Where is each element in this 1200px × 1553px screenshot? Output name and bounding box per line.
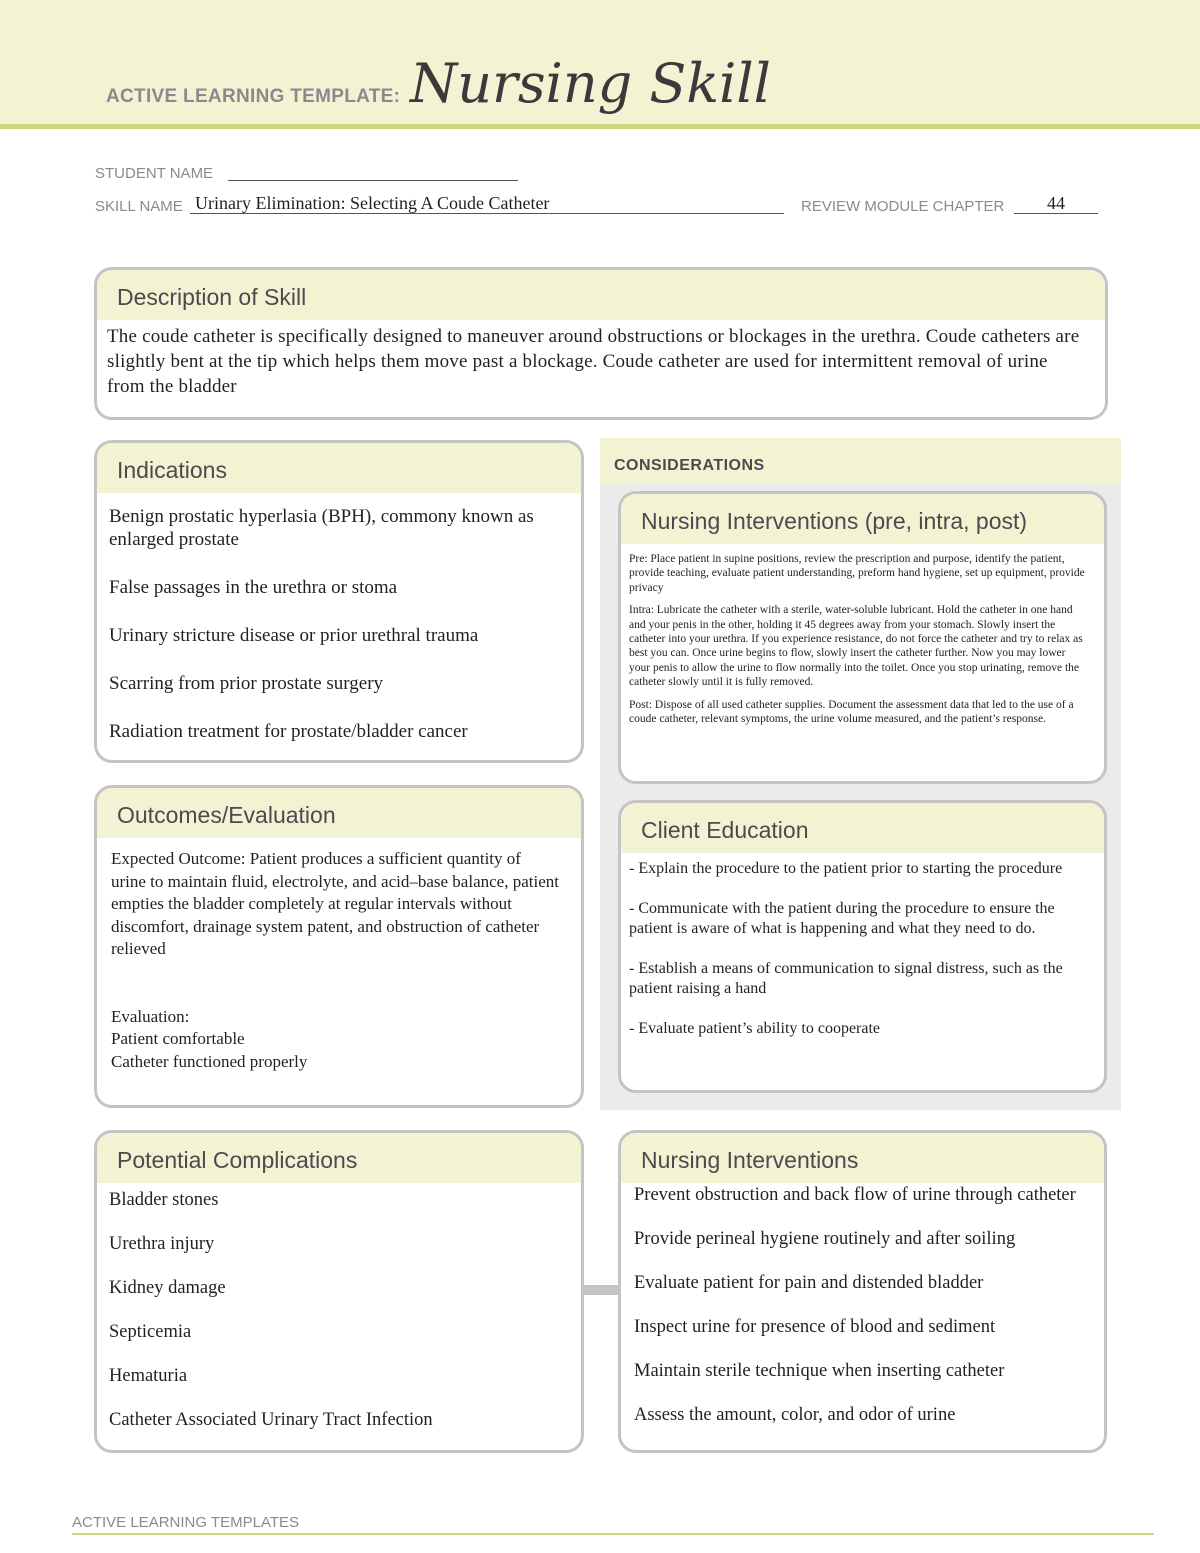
list-item: Evaluate patient for pain and distended bladder	[634, 1273, 984, 1293]
outcomes-box	[94, 785, 584, 1108]
header-divider	[0, 124, 1200, 129]
list-item: Urinary stricture disease or prior urethral trauma	[109, 625, 479, 646]
footer-divider	[72, 1533, 1154, 1535]
expected-outcome: Expected Outcome: Patient produces a sufficient quantity of urine to maintain fluid, electrolyte, and acid–base balance, patient empties the bladder completely at regular intervals without discomfort, drainage system patent, and obstruction of catheter relieved	[111, 849, 559, 958]
skill-name-label: SKILL NAME	[95, 198, 183, 215]
skill-name-value: Urinary Elimination: Selecting A Coude Catheter	[195, 193, 550, 213]
indications-box	[94, 440, 584, 763]
nursing-interventions-ppi-body	[629, 552, 1088, 734]
list-item: Hematuria	[109, 1366, 188, 1386]
list-item: Prevent obstruction and back flow of urine through catheter	[634, 1185, 1076, 1205]
complications-header	[97, 1133, 581, 1183]
intra-interventions: Intra: Lubricate the catheter with a sterile, water-soluble lubricant. Hold the catheter in one hand and your penis in the other, holding it 45 degrees away from your stomach. Slowly insert the catheter into your urethra. If you experience resistance, do not force the catheter and try to relax as best you can. Once urine begins to flow, slowly insert the catheter further. Now you may lower your penis to allow the urine to flow normally into the toilet. Once you stop urinating, remove the catheter slowly until it is fully removed.	[629, 604, 1083, 689]
description-header	[97, 270, 1105, 320]
connector-bar	[583, 1285, 621, 1295]
considerations-label: CONSIDERATIONS	[614, 457, 765, 474]
description-title: Description of Skill	[117, 284, 307, 310]
complications-title: Potential Complications	[117, 1147, 358, 1173]
nursing-interventions-ppi-box	[618, 491, 1107, 784]
list-item: - Evaluate patient’s ability to cooperate	[629, 1019, 881, 1037]
client-education-box	[618, 800, 1107, 1093]
client-education-title: Client Education	[641, 817, 809, 843]
student-name-label: STUDENT NAME	[95, 165, 214, 182]
evaluation-label: Evaluation:	[111, 1006, 190, 1026]
nursing-interventions-header	[621, 1133, 1104, 1183]
outcomes-body	[111, 848, 559, 1073]
review-module-value: 44	[1047, 193, 1065, 213]
footer-label: ACTIVE LEARNING TEMPLATES	[72, 1514, 299, 1531]
pre-interventions: Pre: Place patient in supine positions, review the prescription and purpose, identify the patient, provide teaching, evaluate patient understanding, preform hand hygiene, set up equipment, provide privacy	[629, 553, 1085, 594]
list-item: False passages in the urethra or stoma	[109, 577, 398, 598]
description-text: The coude catheter is specifically designed to maneuver around obstructions or blockages in the urethra. Coude catheters are slightly bent at the tip which helps them move past a blockage. Coude catheter are used for intermittent removal of urine from the bladder	[107, 326, 1080, 397]
list-item: Kidney damage	[109, 1278, 226, 1298]
review-module-label: REVIEW MODULE CHAPTER	[801, 198, 1005, 215]
description-box	[94, 267, 1108, 420]
list-item: Maintain sterile technique when inserting catheter	[634, 1361, 1005, 1381]
list-item: Inspect urine for presence of blood and sediment	[634, 1317, 996, 1337]
complications-box	[94, 1130, 584, 1453]
complications-list	[109, 1189, 569, 1431]
list-item: Bladder stones	[109, 1190, 219, 1210]
client-education-body	[629, 859, 1090, 1058]
post-interventions: Post: Dispose of all used catheter supplies. Document the assessment data that led to the use of a coude catheter, relevant symptoms, the urine volume measured, and the patient’s response.	[629, 698, 1074, 726]
list-item: Provide perineal hygiene routinely and after soiling	[634, 1229, 1016, 1249]
nursing-interventions-box	[618, 1130, 1107, 1453]
outcomes-title: Outcomes/Evaluation	[117, 802, 336, 828]
indications-list	[109, 505, 569, 743]
nursing-interventions-title: Nursing Interventions	[641, 1147, 859, 1173]
indications-header	[97, 443, 581, 493]
nursing-interventions-ppi-title: Nursing Interventions (pre, intra, post)	[641, 508, 1028, 534]
considerations-header	[600, 438, 1121, 484]
list-item: - Communicate with the patient during the procedure to ensure the patient is aware of what is happening and what they need to do.	[629, 899, 1055, 937]
template-title: Nursing Skill	[410, 52, 771, 115]
template-label: ACTIVE LEARNING TEMPLATE:	[106, 86, 401, 107]
nursing-interventions-list	[634, 1184, 1086, 1426]
list-item: Radiation treatment for prostate/bladder cancer	[109, 721, 468, 742]
list-item: Assess the amount, color, and odor of urine	[634, 1405, 956, 1425]
student-name-field[interactable]	[228, 166, 518, 181]
list-item: - Explain the procedure to the patient prior to starting the procedure	[629, 860, 1063, 877]
evaluation-item: Catheter functioned properly	[111, 1051, 308, 1071]
list-item: Benign prostatic hyperlasia (BPH), commony known as enlarged prostate	[109, 506, 534, 550]
list-item: Catheter Associated Urinary Tract Infection	[109, 1410, 433, 1430]
outcomes-header	[97, 788, 581, 838]
indications-title: Indications	[117, 457, 227, 483]
evaluation-item: Patient comfortable	[111, 1029, 245, 1048]
list-item: - Establish a means of communication to signal distress, such as the patient raising a hand	[629, 959, 1063, 997]
list-item: Septicemia	[109, 1322, 192, 1342]
nursing-interventions-ppi-header	[621, 494, 1104, 544]
list-item: Urethra injury	[109, 1234, 215, 1254]
client-education-header	[621, 803, 1104, 853]
list-item: Scarring from prior prostate surgery	[109, 673, 384, 694]
